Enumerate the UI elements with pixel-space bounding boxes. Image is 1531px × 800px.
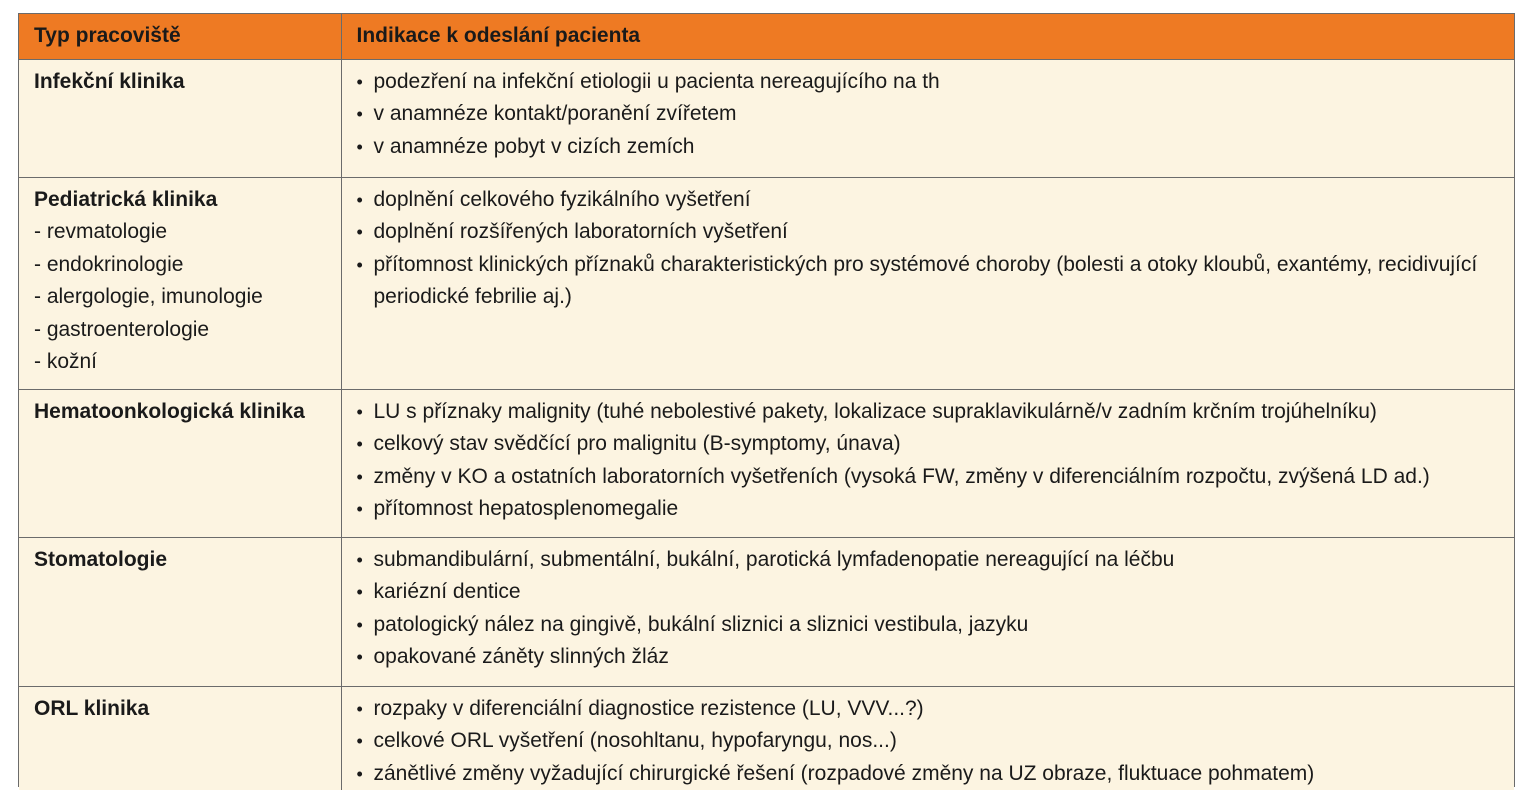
- bullet-icon: •: [356, 499, 363, 519]
- table-frame: [18, 13, 1515, 787]
- bullet-icon: •: [356, 189, 363, 210]
- indication-text: patologický nález na gingivě, bukální sliznici a sliznici vestibula, jazyku: [373, 612, 1029, 636]
- bullet-icon: •: [356, 731, 363, 751]
- header-referral-indications: Indikace k odeslání pacienta: [341, 14, 1514, 59]
- indication-text: kariézní dentice: [373, 580, 521, 603]
- indication-item: [357, 609, 1500, 642]
- indication-list: [357, 544, 1500, 674]
- workplace-cell: [19, 59, 341, 177]
- indication-item: [357, 544, 1500, 577]
- workplace-cell: [19, 389, 341, 537]
- referral-indications-table: [19, 14, 1514, 790]
- workplace-name: ORL klinika: [34, 696, 150, 720]
- table-header-row: [19, 14, 1514, 59]
- subspecialty-item: - revmatologie: [34, 220, 168, 243]
- indications-cell: [341, 686, 1514, 790]
- indications-cell: [341, 537, 1514, 686]
- header-workplace-type: Typ pracoviště: [19, 14, 341, 59]
- subspecialty-item: - endokrinologie: [34, 252, 184, 276]
- workplace-name: Stomatologie: [34, 547, 168, 571]
- indication-text: rozpaky v diferenciální diagnostice rezistence (LU, VVV...?): [373, 696, 924, 720]
- indication-text: doplnění rozšířených laboratorních vyšetření: [373, 220, 788, 243]
- indication-text: LU s příznaky malignity (tuhé nebolestivé pakety, lokalizace supraklavikulárně/v zadním krčním trojúhelníku): [373, 399, 1377, 423]
- indication-text: přítomnost hepatosplenomegalie: [373, 497, 679, 520]
- bullet-icon: •: [356, 136, 363, 157]
- indication-item: [357, 98, 1500, 131]
- indication-item: [357, 184, 1500, 217]
- indication-text: zánětlivé změny vyžadující chirurgické řešení (rozpadové změny na UZ obraze, fluktuace pohmatem): [373, 761, 1315, 785]
- indication-text: podezření na infekční etiologii u pacienta nereagujícího na th: [373, 69, 940, 93]
- workplace-name: Pediatrická klinika: [34, 187, 218, 211]
- subspecialty-item: - gastroenterologie: [34, 317, 210, 341]
- workplace-cell: [19, 537, 341, 686]
- workplace-cell: [19, 177, 341, 389]
- indication-text: opakované záněty slinných žláz: [373, 645, 669, 668]
- subspecialty-list: [34, 216, 326, 379]
- indication-text: submandibulární, submentální, bukální, parotická lymfadenopatie nereagující na léčbu: [373, 547, 1175, 571]
- bullet-icon: •: [356, 763, 363, 784]
- bullet-icon: •: [356, 647, 363, 667]
- workplace-name: Infekční klinika: [34, 69, 185, 93]
- table-row: [19, 389, 1514, 537]
- bullet-icon: •: [356, 582, 363, 602]
- table-row: [19, 686, 1514, 790]
- indication-item: [357, 641, 1500, 674]
- bullet-icon: •: [356, 614, 363, 635]
- workplace-cell: [19, 686, 341, 790]
- indication-list: [357, 184, 1500, 314]
- bullet-icon: •: [356, 104, 363, 124]
- indication-text: doplnění celkového fyzikálního vyšetření: [373, 187, 751, 211]
- indication-item: [357, 249, 1500, 314]
- bullet-icon: •: [356, 401, 363, 422]
- indication-item: [357, 493, 1500, 526]
- subspecialty-item: - alergologie, imunologie: [34, 285, 263, 308]
- indication-text: v anamnéze pobyt v cizích zemích: [373, 134, 695, 158]
- bullet-icon: •: [356, 254, 363, 275]
- indication-list: [357, 396, 1500, 526]
- workplace-name: Hematoonkologická klinika: [34, 399, 305, 423]
- indication-item: [357, 725, 1500, 758]
- bullet-icon: •: [356, 698, 363, 719]
- indication-item: [357, 428, 1500, 461]
- indication-text: přítomnost klinických příznaků charakteristických pro systémové choroby (bolesti a otoky kloubů, exantémy, recidivující periodické febrilie aj.): [373, 252, 1478, 308]
- bullet-icon: •: [356, 222, 363, 242]
- subspecialty-item: - kožní: [34, 350, 98, 373]
- indication-item: [357, 461, 1500, 494]
- bullet-icon: •: [356, 466, 363, 487]
- table-row: [19, 537, 1514, 686]
- indication-list: [357, 66, 1500, 164]
- indication-item: [357, 758, 1500, 791]
- indications-cell: [341, 59, 1514, 177]
- indication-text: v anamnéze kontakt/poranění zvířetem: [373, 102, 737, 125]
- indication-item: [357, 66, 1500, 99]
- indication-text: změny v KO a ostatních laboratorních vyšetřeních (vysoká FW, změny v diferenciálním rozpočtu, zvýšená LD ad.): [373, 464, 1430, 488]
- bullet-icon: •: [356, 549, 363, 570]
- indications-cell: [341, 389, 1514, 537]
- bullet-icon: •: [356, 434, 363, 454]
- table-row: [19, 177, 1514, 389]
- indication-list: [357, 693, 1500, 791]
- indication-text: celkové ORL vyšetření (nosohltanu, hypofaryngu, nos...): [373, 729, 897, 752]
- bullet-icon: •: [356, 71, 363, 92]
- indication-item: [357, 216, 1500, 249]
- indication-item: [357, 576, 1500, 609]
- indication-item: [357, 396, 1500, 429]
- indications-cell: [341, 177, 1514, 389]
- indication-item: [357, 131, 1500, 164]
- indication-item: [357, 693, 1500, 726]
- indication-text: celkový stav svědčící pro malignitu (B-symptomy, únava): [373, 432, 901, 455]
- table-row: [19, 59, 1514, 177]
